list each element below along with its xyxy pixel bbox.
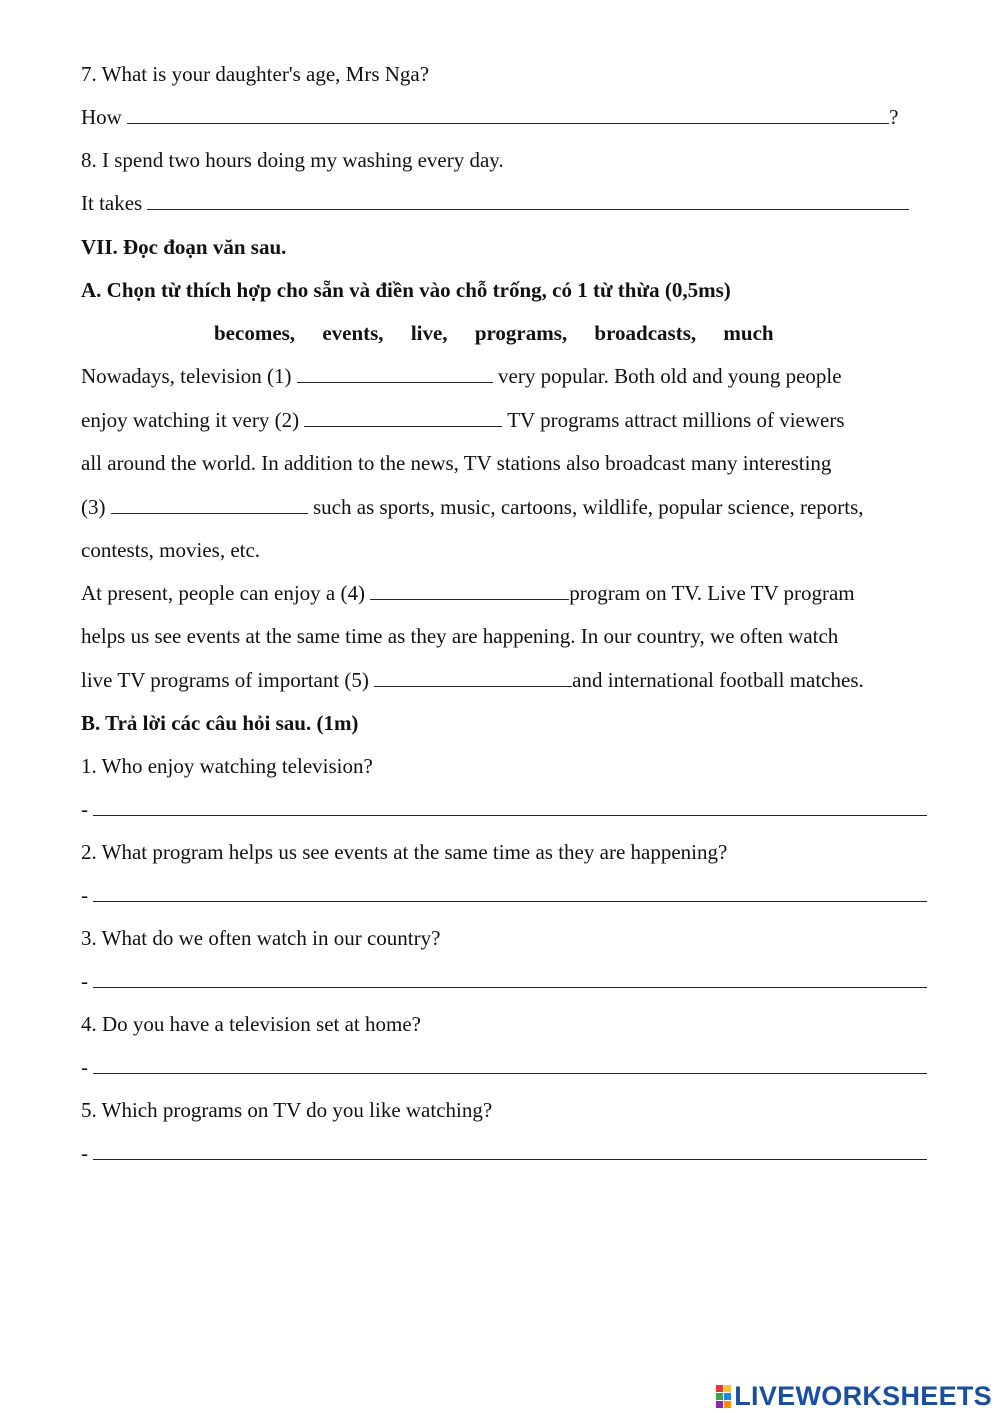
answer-line [81, 967, 927, 995]
passage-text: such as sports, music, cartoons, wildlife, popular science, reports, [313, 495, 864, 519]
answer-dash: - [81, 883, 88, 907]
passage-line: helps us see events at the same time as they are happening. In our country, we often watch [81, 624, 839, 648]
question: 5. Which programs on TV do you like watching? [81, 1098, 493, 1122]
answer-dash: - [81, 797, 88, 821]
answer-line [81, 881, 927, 909]
word-bank-item: much [723, 321, 774, 345]
blank-5[interactable] [374, 666, 572, 687]
passage-text: very popular. Both old and young people [498, 364, 842, 388]
blank-2[interactable] [304, 406, 502, 427]
blank-3[interactable] [111, 493, 308, 514]
blank-1[interactable] [297, 362, 493, 383]
passage-line: contests, movies, etc. [81, 538, 261, 562]
question-7-answer-line [81, 103, 898, 131]
passage-text: Nowadays, television (1) [81, 364, 292, 388]
word-bank-item: live, [410, 321, 448, 345]
passage-line [81, 362, 842, 390]
answer-start: It takes [81, 191, 143, 215]
answer-blank[interactable] [93, 795, 927, 816]
question-7: 7. What is your daughter's age, Mrs Nga? [81, 62, 430, 86]
passage-text: live TV programs of important (5) [81, 668, 369, 692]
answer-line [81, 1139, 927, 1167]
logo-text: LIVEWORKSHEETS [734, 1380, 992, 1411]
blank-4[interactable] [370, 579, 569, 600]
word-bank-item: broadcasts, [594, 321, 697, 345]
section-title: VII. Đọc đoạn văn sau. [81, 235, 287, 259]
passage-text: and international football matches. [572, 668, 864, 692]
answer-end: ? [889, 105, 899, 129]
answer-blank[interactable] [93, 967, 927, 988]
question: 2. What program helps us see events at the same time as they are happening? [81, 840, 728, 864]
answer-line [81, 1053, 927, 1081]
answer-blank[interactable] [127, 103, 889, 124]
passage-text: program on TV. Live TV program [569, 581, 855, 605]
part-a-title: A. Chọn từ thích hợp cho sẵn và điền vào chỗ trống, có 1 từ thừa (0,5ms) [81, 278, 731, 302]
passage-line [81, 666, 864, 694]
question: 1. Who enjoy watching television? [81, 754, 373, 778]
question: 3. What do we often watch in our country? [81, 926, 441, 950]
liveworksheets-logo [716, 1381, 992, 1411]
answer-line [81, 795, 927, 823]
word-bank-item: programs, [474, 321, 568, 345]
passage-line [81, 406, 845, 434]
passage-text: TV programs attract millions of viewers [507, 408, 845, 432]
passage-text: enjoy watching it very (2) [81, 408, 300, 432]
passage-line [81, 493, 864, 521]
answer-blank[interactable] [93, 1053, 927, 1074]
answer-dash: - [81, 1141, 88, 1165]
answer-dash: - [81, 969, 88, 993]
word-bank [214, 319, 774, 347]
answer-dash: - [81, 1055, 88, 1079]
part-b-title: B. Trả lời các câu hỏi sau. (1m) [81, 711, 359, 735]
passage-text: At present, people can enjoy a (4) [81, 581, 365, 605]
passage-line: all around the world. In addition to the news, TV stations also broadcast many interesting [81, 451, 832, 475]
word-bank-item: becomes, [214, 321, 296, 345]
passage-line [81, 579, 855, 607]
question-8: 8. I spend two hours doing my washing every day. [81, 148, 504, 172]
answer-blank[interactable] [147, 189, 909, 210]
word-bank-item: events, [322, 321, 384, 345]
answer-blank[interactable] [93, 881, 927, 902]
answer-start: How [81, 105, 122, 129]
answer-blank[interactable] [93, 1139, 927, 1160]
passage-text: (3) [81, 495, 106, 519]
question-8-answer-line [81, 189, 909, 217]
logo-blocks-icon [716, 1385, 731, 1408]
question: 4. Do you have a television set at home? [81, 1012, 421, 1036]
